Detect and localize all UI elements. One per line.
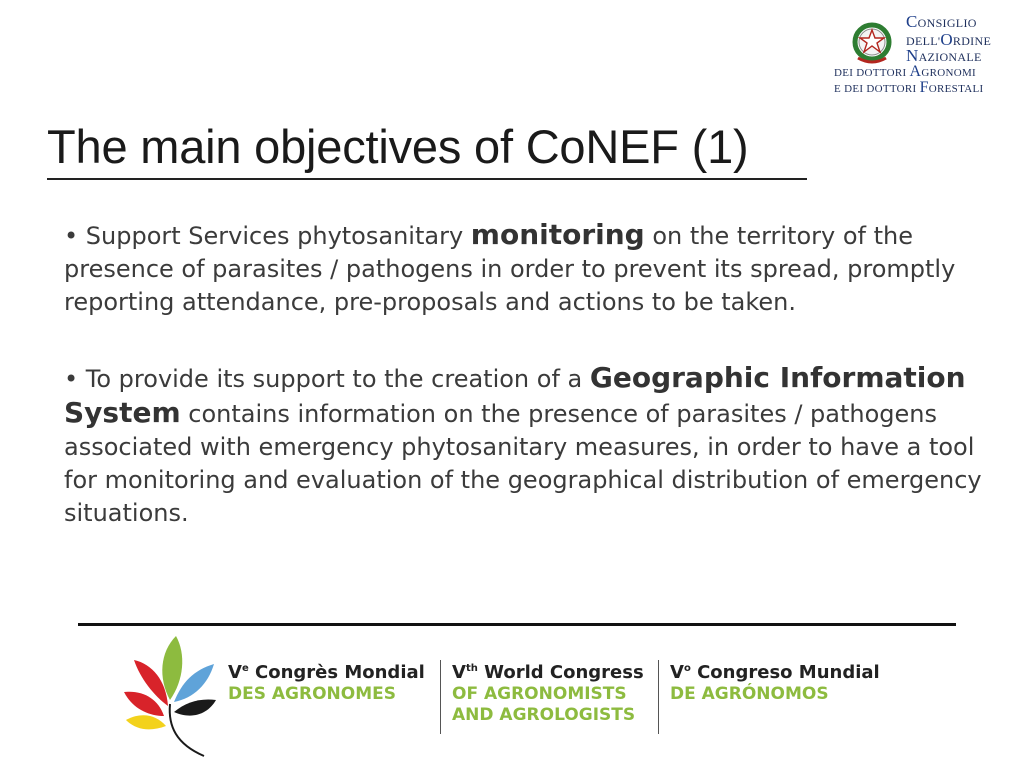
banner-heading: Ve Congrès Mondial	[228, 662, 425, 683]
org-line-3: NAZIONALE	[906, 46, 982, 65]
banner-separator	[440, 660, 441, 734]
bullet-highlight: monitoring	[470, 218, 645, 251]
banner-heading: Vth World Congress	[452, 662, 644, 683]
republic-star-emblem-icon	[850, 20, 894, 68]
banner-column-spanish	[670, 658, 880, 705]
slide-body	[64, 218, 994, 530]
bullet-text: To provide its support to the creation of a	[78, 365, 590, 393]
bullet-highlight: Geographic Information System	[64, 361, 966, 429]
bullet-paragraph	[64, 218, 994, 319]
footer-rule	[78, 623, 956, 626]
banner-subheading: DE AGRÓNOMOS	[670, 684, 829, 704]
banner-subheading: AND AGROLOGISTS	[452, 705, 636, 725]
title-underline	[47, 178, 807, 180]
banner-column-english	[452, 658, 644, 726]
bullet-text: Support Services phytosanitary	[78, 222, 471, 250]
conaf-logo	[832, 14, 1008, 100]
banner-column-french	[228, 658, 425, 705]
congress-banner	[120, 634, 910, 760]
org-line-4: DEI DOTTORI AGRONOMI	[834, 63, 977, 80]
org-line-2: DELL'ORDINE	[906, 30, 992, 49]
banner-subheading: OF AGRONOMISTS	[452, 684, 627, 704]
org-line-1: CONSIGLIO	[906, 12, 977, 31]
banner-separator	[658, 660, 659, 734]
congress-leaves-logo-icon	[120, 634, 220, 760]
org-line-5: E DEI DOTTORI FORESTALI	[834, 79, 984, 96]
bullet-marker: •	[64, 365, 79, 393]
slide-title: The main objectives of CoNEF (1)	[47, 120, 749, 173]
bullet-text: on the territory of the presence of parasites / pathogens in order to prevent its spread, promptly reporting attendance, pre-proposals and actions to be taken.	[64, 222, 956, 316]
bullet-text: contains information on the presence of parasites / pathogens associated with emergency phytosanitary measures, in order to have a tool for monitoring and evaluation of the geographical distribution of emergency situations.	[64, 400, 982, 527]
banner-heading: $V^o$ Congreso Mundial	[670, 662, 880, 683]
banner-subheading: DES AGRONOMES	[228, 684, 396, 704]
bullet-marker: •	[64, 222, 79, 250]
bullet-paragraph	[64, 361, 994, 530]
